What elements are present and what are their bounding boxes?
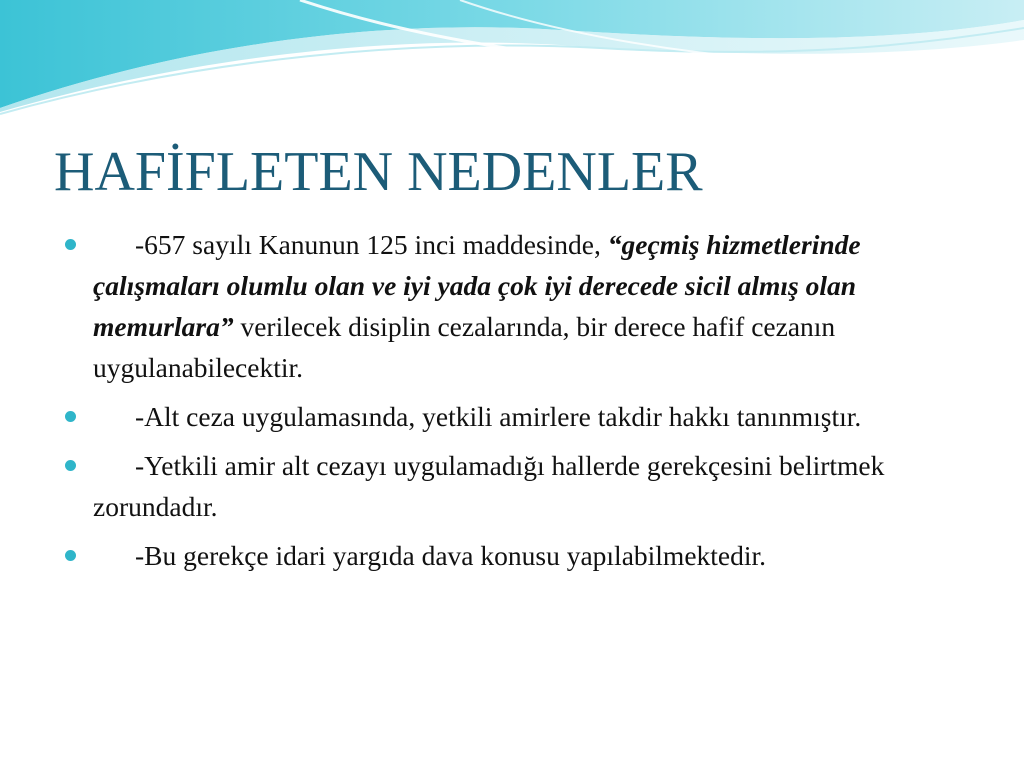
bullet-item: [62, 224, 962, 388]
bullet-text: -Bu gerekçe idari yargıda dava konusu yapılabilmektedir.: [135, 540, 767, 571]
decorative-wave-header: [0, 0, 1024, 130]
bullet-dot-icon: [65, 239, 76, 250]
bullet-text: -657 sayılı Kanunun 125 inci maddesinde,: [135, 229, 608, 260]
bullet-text: verilecek disiplin cezalarında, bir derece hafif cezanın uygulanabilecektir.: [93, 311, 836, 383]
bullet-item: [62, 396, 962, 437]
bullet-list: [62, 224, 962, 584]
bullet-emphasis-text: “geçmiş hizmetlerinde çalışmaları olumlu olan ve iyi yada çok iyi derecede sicil almış olan memurlara”: [93, 229, 861, 342]
bullet-dot-icon: [65, 411, 76, 422]
bullet-text: -Alt ceza uygulamasında, yetkili amirlere takdir hakkı tanınmıştır.: [135, 401, 862, 432]
bullet-dot-icon: [65, 550, 76, 561]
bullet-text: -Yetkili amir alt cezayı uygulamadığı hallerde gerekçesini belirtmek zorundadır.: [93, 450, 885, 522]
bullet-item: [62, 445, 962, 527]
slide-title: HAFİFLETEN NEDENLER: [54, 141, 703, 203]
bullet-item: [62, 535, 962, 576]
bullet-dot-icon: [65, 460, 76, 471]
